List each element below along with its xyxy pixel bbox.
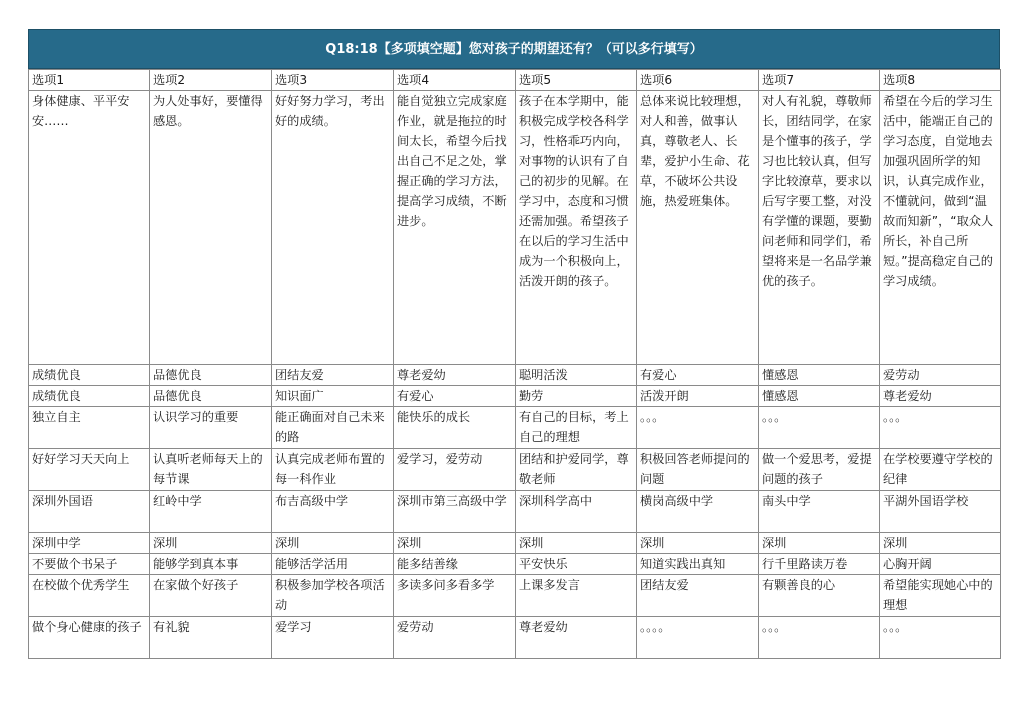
- answers-body: [29, 70, 1001, 659]
- table-cell: 有礼貌: [150, 617, 272, 659]
- table-cell: 不要做个书呆子: [29, 554, 150, 575]
- table-cell: 横岗高级中学: [637, 491, 759, 533]
- table-cell: 品德优良: [150, 386, 272, 407]
- cell-text: 好好努力学习，考出好的成绩。: [275, 94, 385, 128]
- table-row: [29, 575, 1001, 617]
- table-cell: 知道实践出真知: [637, 554, 759, 575]
- answers-table: [28, 69, 1001, 659]
- table-cell: 。。。: [637, 407, 759, 449]
- table-cell: 团结和护爱同学，尊敬老师: [516, 449, 637, 491]
- column-header: 选项4: [394, 70, 516, 91]
- table-cell: 能够学到真本事: [150, 554, 272, 575]
- table-cell: 南头中学: [759, 491, 880, 533]
- table-cell: 希望能实现她心中的理想: [880, 575, 1001, 617]
- cell-text: 能自觉独立完成家庭作业，就是拖拉的时间太长，希望今后找出自己不足之处，掌握正确的学习方法，提高学习成绩，不断进步。: [397, 94, 507, 228]
- survey-sheet: [28, 29, 1000, 659]
- table-cell: 有自己的目标，考上自己的理想: [516, 407, 637, 449]
- cell-text: 孩子在本学期中，能积极完成学校各科学习，性格乖巧内向，对事物的认识有了自己的初步的见解。在学习中，态度和习惯还需加强。希望孩子在以后的学习生活中成为一个积极向上，活泼开朗的孩子。: [519, 94, 629, 288]
- table-cell: 积极参加学校各项活动: [272, 575, 394, 617]
- table-cell: 团结友爱: [272, 365, 394, 386]
- table-cell: 爱学习，爱劳动: [394, 449, 516, 491]
- table-cell: 深圳: [759, 533, 880, 554]
- table-cell: 做个身心健康的孩子: [29, 617, 150, 659]
- table-cell: 认识学习的重要: [150, 407, 272, 449]
- cell-text: 总体来说比较理想，对人和善，做事认真，尊敬老人、长辈，爱护小生命、花草，不破坏公共设施，热爱班集体。: [640, 94, 750, 208]
- table-cell: 平湖外国语学校: [880, 491, 1001, 533]
- table-row: [29, 407, 1001, 449]
- table-cell: 深圳外国语: [29, 491, 150, 533]
- table-cell: 深圳: [394, 533, 516, 554]
- table-cell: 。。。: [759, 617, 880, 659]
- column-header: 选项6: [637, 70, 759, 91]
- table-row: [29, 533, 1001, 554]
- table-cell: 认真完成老师布置的每一科作业: [272, 449, 394, 491]
- table-cell: 上课多发言: [516, 575, 637, 617]
- table-cell: 。。。: [880, 407, 1001, 449]
- column-header: 选项5: [516, 70, 637, 91]
- column-header: 选项7: [759, 70, 880, 91]
- table-cell: 深圳市第三高级中学: [394, 491, 516, 533]
- table-cell: 心胸开阔: [880, 554, 1001, 575]
- table-row: [29, 365, 1001, 386]
- table-cell: 多读多问多看多学: [394, 575, 516, 617]
- table-cell: 深圳: [150, 533, 272, 554]
- table-cell: [29, 91, 150, 365]
- table-row: [29, 617, 1001, 659]
- table-cell: 深圳: [637, 533, 759, 554]
- table-cell: 深圳: [880, 533, 1001, 554]
- cell-text: 对人有礼貌，尊敬师长，团结同学，在家是个懂事的孩子，学习也比较认真，但写字比较潦草，要求以后写字要工整，对没有学懂的课题，要勤问老师和同学们，希望将来是一名品学兼优的孩子。: [762, 94, 872, 288]
- cell-text: 身体健康、平平安安……: [32, 94, 130, 128]
- column-header: 选项2: [150, 70, 272, 91]
- table-cell: 爱劳动: [394, 617, 516, 659]
- table-cell: 有爱心: [394, 386, 516, 407]
- table-cell: 积极回答老师提问的问题: [637, 449, 759, 491]
- table-cell: 。。。: [880, 617, 1001, 659]
- cell-text: 希望在今后的学习生活中，能端正自己的学习态度，自觉地去加强巩固所学的知识，认真完成作业，不懂就问，做到“温故而知新”，“取众人所长，补自己所短。”提高稳定自己的学习成绩。: [883, 94, 994, 288]
- table-cell: [272, 91, 394, 365]
- column-header: 选项1: [29, 70, 150, 91]
- table-cell: 勤劳: [516, 386, 637, 407]
- table-cell: 。。。。: [637, 617, 759, 659]
- table-cell: 成绩优良: [29, 365, 150, 386]
- table-cell: 深圳: [272, 533, 394, 554]
- table-cell: 做一个爱思考，爱提问题的孩子: [759, 449, 880, 491]
- table-cell: [394, 91, 516, 365]
- table-cell: 在家做个好孩子: [150, 575, 272, 617]
- header-row: [29, 70, 1001, 91]
- table-cell: 活泼开朗: [637, 386, 759, 407]
- table-row: [29, 491, 1001, 533]
- table-cell: 认真听老师每天上的每节课: [150, 449, 272, 491]
- column-header: 选项3: [272, 70, 394, 91]
- table-cell: 红岭中学: [150, 491, 272, 533]
- table-row: [29, 91, 1001, 365]
- table-cell: 尊老爱幼: [880, 386, 1001, 407]
- table-cell: 爱学习: [272, 617, 394, 659]
- cell-text: 为人处事好，要懂得感恩。: [153, 94, 263, 128]
- table-cell: 聪明活泼: [516, 365, 637, 386]
- column-header: 选项8: [880, 70, 1001, 91]
- table-cell: [150, 91, 272, 365]
- table-cell: 尊老爱幼: [516, 617, 637, 659]
- table-cell: 知识面广: [272, 386, 394, 407]
- table-cell: [759, 91, 880, 365]
- table-row: [29, 386, 1001, 407]
- table-cell: [637, 91, 759, 365]
- table-cell: 好好学习天天向上: [29, 449, 150, 491]
- table-cell: [880, 91, 1001, 365]
- table-cell: 懂感恩: [759, 386, 880, 407]
- table-cell: 深圳科学高中: [516, 491, 637, 533]
- table-cell: [516, 91, 637, 365]
- table-cell: 在学校要遵守学校的纪律: [880, 449, 1001, 491]
- table-row: [29, 554, 1001, 575]
- table-cell: 能正确面对自己未来的路: [272, 407, 394, 449]
- table-cell: 独立自主: [29, 407, 150, 449]
- table-cell: 深圳中学: [29, 533, 150, 554]
- table-cell: 爱劳动: [880, 365, 1001, 386]
- table-cell: 能快乐的成长: [394, 407, 516, 449]
- table-cell: 尊老爱幼: [394, 365, 516, 386]
- table-cell: 平安快乐: [516, 554, 637, 575]
- table-cell: 能够活学活用: [272, 554, 394, 575]
- table-cell: 行千里路读万卷: [759, 554, 880, 575]
- table-cell: 品德优良: [150, 365, 272, 386]
- table-row: [29, 449, 1001, 491]
- table-cell: 有颗善良的心: [759, 575, 880, 617]
- table-cell: 在校做个优秀学生: [29, 575, 150, 617]
- table-cell: 深圳: [516, 533, 637, 554]
- table-cell: 布吉高级中学: [272, 491, 394, 533]
- table-cell: 能多结善缘: [394, 554, 516, 575]
- question-title: Q18:18【多项填空题】您对孩子的期望还有？（可以多行填写）: [28, 29, 1000, 69]
- table-cell: 。。。: [759, 407, 880, 449]
- table-cell: 团结友爱: [637, 575, 759, 617]
- table-cell: 成绩优良: [29, 386, 150, 407]
- table-cell: 懂感恩: [759, 365, 880, 386]
- table-cell: 有爱心: [637, 365, 759, 386]
